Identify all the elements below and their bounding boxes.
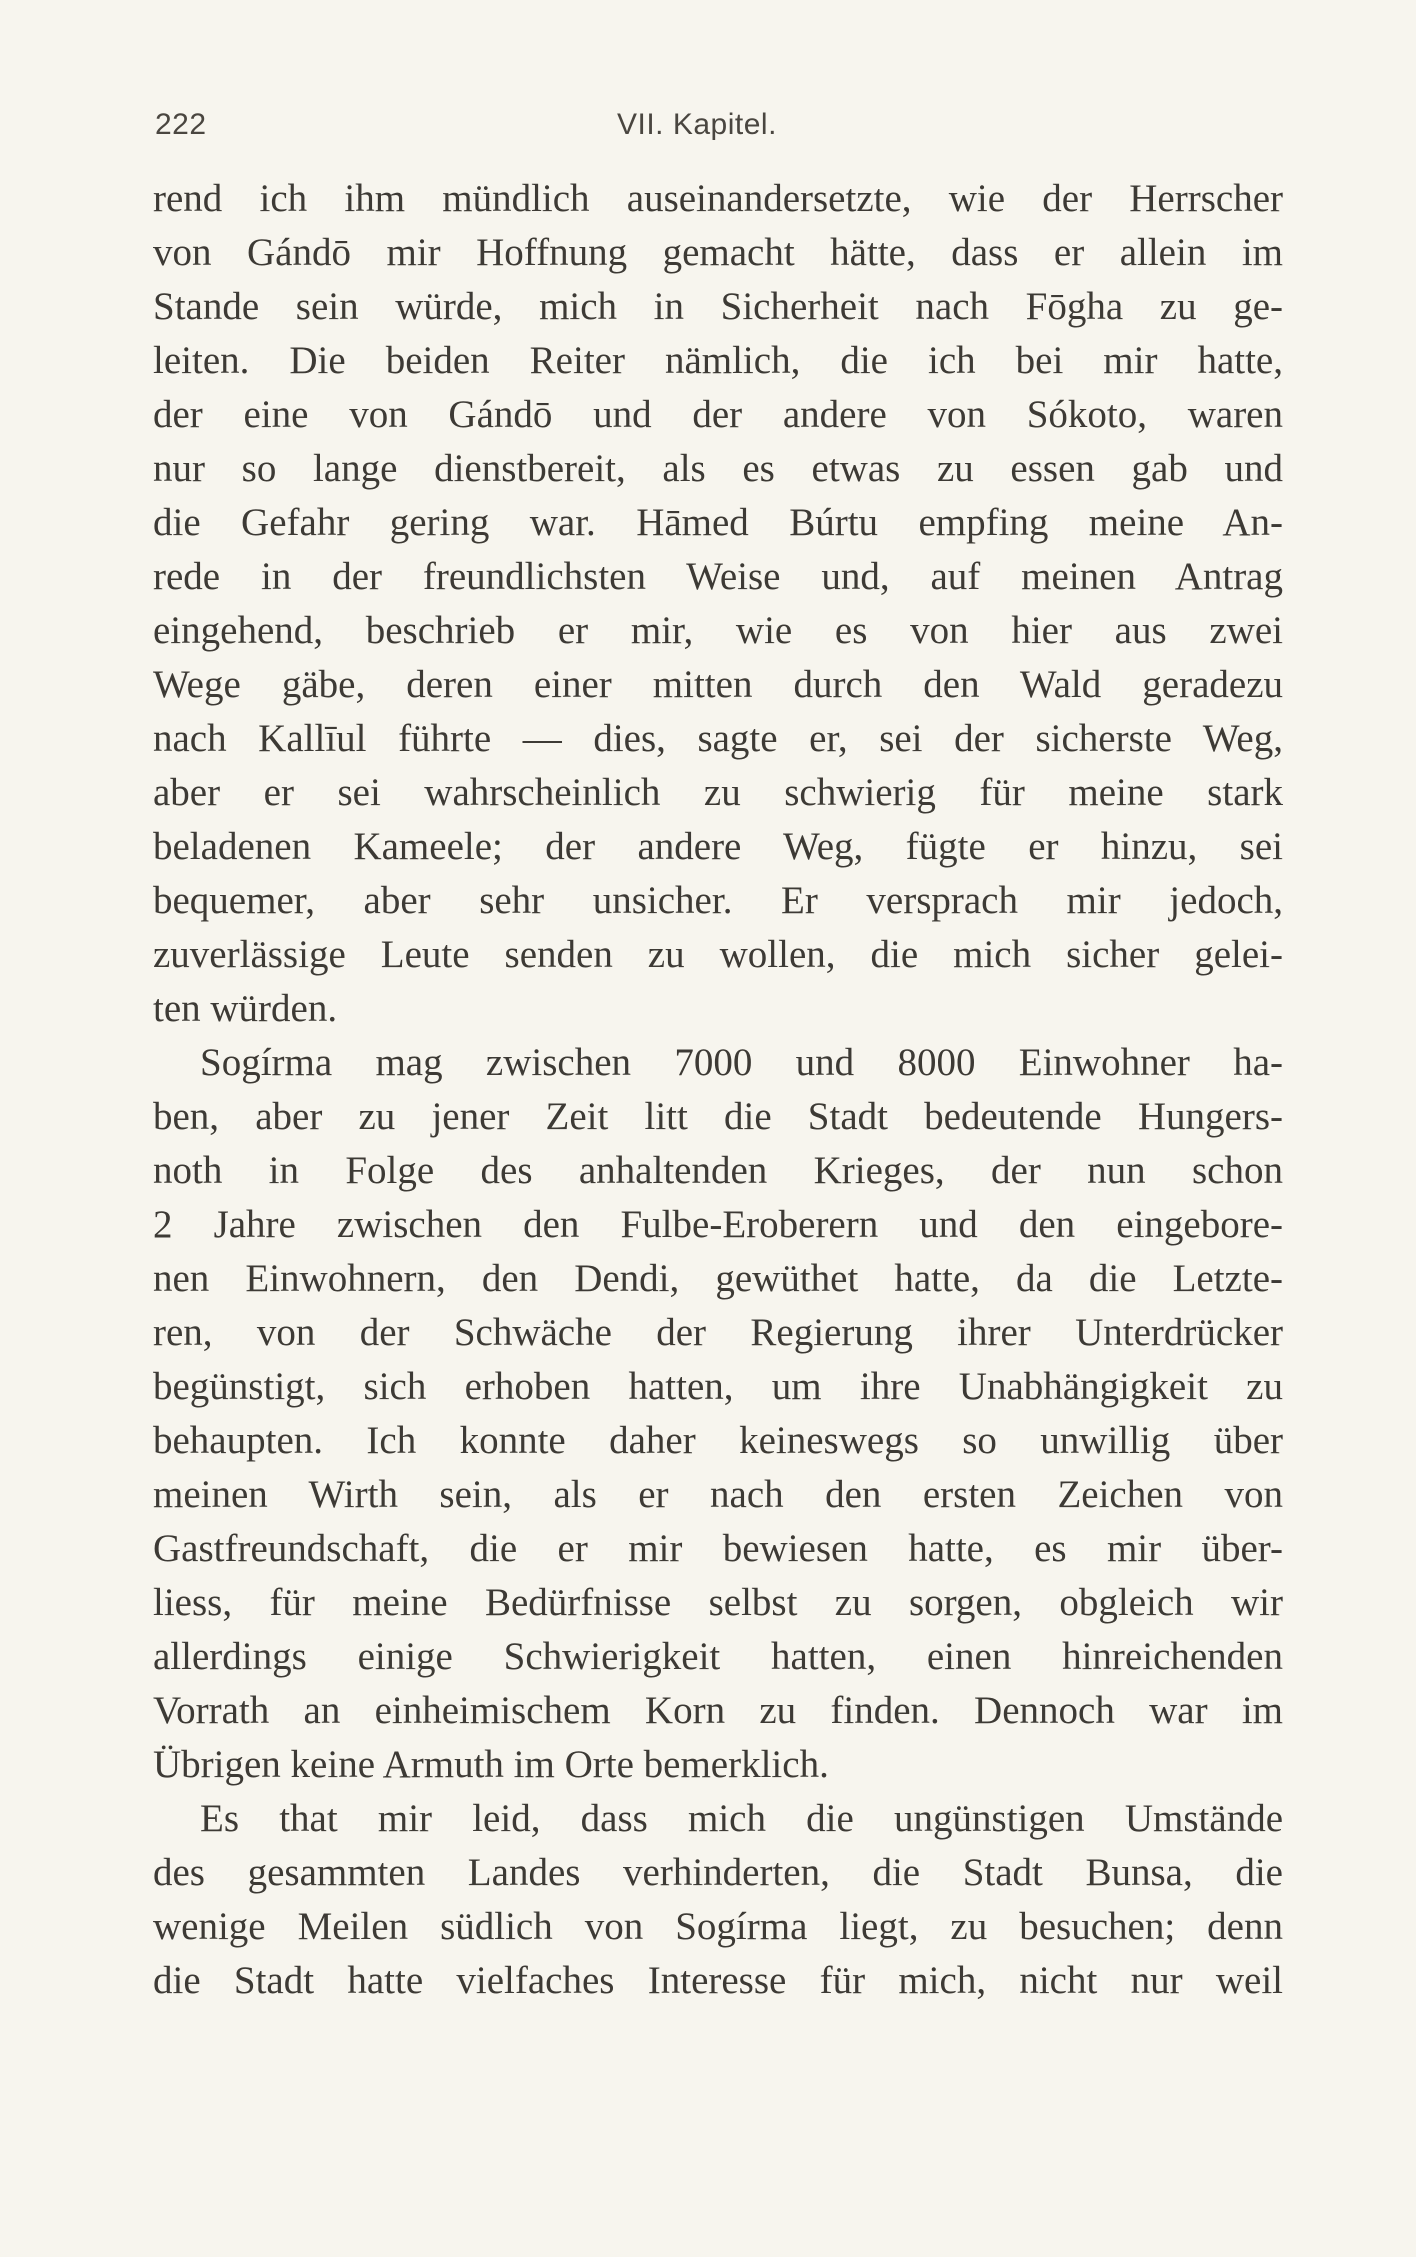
text-line: ten würden.: [153, 987, 338, 1030]
text-line: ren, von der Schwäche der Regierung ihrer Unterdrücker: [153, 1311, 1283, 1354]
text-line: nach Kallīul führte — dies, sagte er, sei der sicherste Weg,: [153, 717, 1283, 760]
text-line: wenige Meilen südlich von Sogírma liegt, zu besuchen; denn: [153, 1905, 1283, 1948]
text-line: Stande sein würde, mich in Sicherheit nach Fōgha zu ge-: [153, 285, 1283, 328]
text-line: des gesammten Landes verhinderten, die Stadt Bunsa, die: [153, 1851, 1283, 1894]
text-line: bequemer, aber sehr unsicher. Er versprach mir jedoch,: [153, 879, 1283, 922]
text-line: der eine von Gándō und der andere von Sókoto, waren: [153, 393, 1283, 436]
text-line: eingehend, beschrieb er mir, wie es von hier aus zwei: [153, 609, 1283, 652]
page-header: [155, 108, 1285, 158]
text-line: von Gándō mir Hoffnung gemacht hätte, dass er allein im: [153, 231, 1283, 274]
text-line: rede in der freundlichsten Weise und, auf meinen Antrag: [153, 555, 1283, 598]
text-line: beladenen Kameele; der andere Weg, fügte er hinzu, sei: [153, 825, 1283, 868]
page-number: 222: [155, 108, 207, 141]
text-line: Gastfreundschaft, die er mir bewiesen hatte, es mir über-: [153, 1527, 1283, 1570]
text-line: allerdings einige Schwierigkeit hatten, einen hinreichenden: [153, 1635, 1283, 1678]
text-line: behaupten. Ich konnte daher keineswegs so unwillig über: [153, 1419, 1283, 1462]
text-line: aber er sei wahrscheinlich zu schwierig für meine stark: [153, 771, 1283, 814]
text-line: Vorrath an einheimischem Korn zu finden. Dennoch war im: [153, 1689, 1283, 1732]
running-title: VII. Kapitel.: [617, 108, 777, 141]
paragraph-start-line: Sogírma mag zwischen 7000 und 8000 Einwohner ha-: [200, 1041, 1283, 1084]
text-line: zuverlässige Leute senden zu wollen, die mich sicher gelei-: [153, 933, 1283, 976]
text-line: nen Einwohnern, den Dendi, gewüthet hatte, da die Letzte-: [153, 1257, 1283, 1300]
text-line: nur so lange dienstbereit, als es etwas zu essen gab und: [153, 447, 1283, 490]
text-line: leiten. Die beiden Reiter nämlich, die ich bei mir hatte,: [153, 339, 1283, 382]
text-line: die Stadt hatte vielfaches Interesse für mich, nicht nur weil: [153, 1959, 1283, 2002]
paragraph-start-line: Es that mir leid, dass mich die ungünstigen Umstände: [200, 1797, 1283, 1840]
text-line: ben, aber zu jener Zeit litt die Stadt bedeutende Hungers-: [153, 1095, 1283, 1138]
text-line: 2 Jahre zwischen den Fulbe-Eroberern und den eingebore-: [153, 1203, 1283, 1246]
text-line: noth in Folge des anhaltenden Krieges, der nun schon: [153, 1149, 1283, 1192]
text-line: Wege gäbe, deren einer mitten durch den Wald geradezu: [153, 663, 1283, 706]
text-line: begünstigt, sich erhoben hatten, um ihre Unabhängigkeit zu: [153, 1365, 1283, 1408]
text-line: liess, für meine Bedürfnisse selbst zu sorgen, obgleich wir: [153, 1581, 1283, 1624]
text-line: Übrigen keine Armuth im Orte bemerklich.: [153, 1743, 829, 1786]
text-line: rend ich ihm mündlich auseinandersetzte, wie der Herrscher: [153, 177, 1283, 220]
text-line: meinen Wirth sein, als er nach den ersten Zeichen von: [153, 1473, 1283, 1516]
text-line: die Gefahr gering war. Hāmed Búrtu empfing meine An-: [153, 501, 1283, 544]
